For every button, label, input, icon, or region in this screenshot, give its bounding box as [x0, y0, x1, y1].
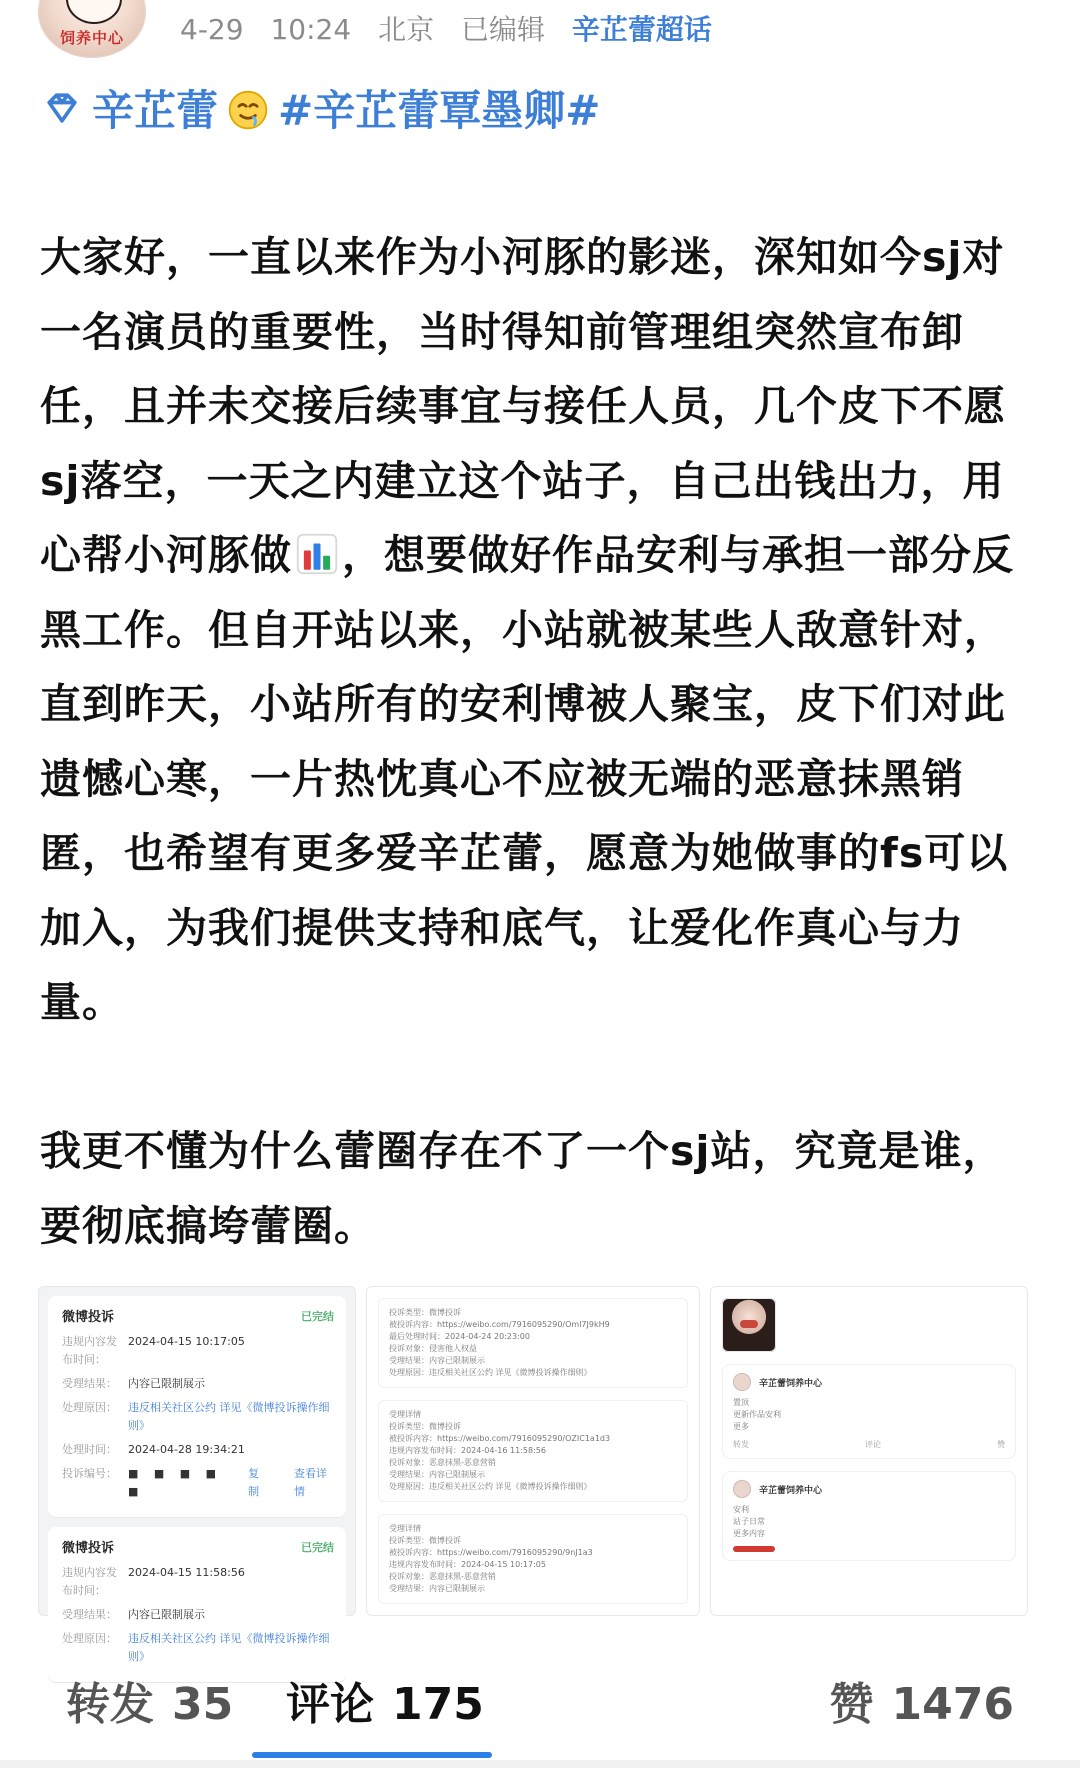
- comment-button[interactable]: [286, 1668, 484, 1732]
- like-button[interactable]: [830, 1668, 1014, 1732]
- details-row: 被投诉内容：https://weibo.com/7916095290/Oml7J9kH9: [389, 1320, 610, 1329]
- content-paragraph-1-part-1: 大家好，一直以来作为小河豚的影迷，深知如今sj对一名演员的重要性，当时得知前管理组突然宣布卸任，且并未交接后续事宜与接任人员，几个皮下不愿sj落空，一天之内建立这个站子，自己出钱出力，用心帮小河豚做: [40, 233, 1006, 579]
- comment-count: 175: [392, 1679, 484, 1730]
- details-row: 被投诉内容：https://weibo.com/7916095290/9nJ1a3: [389, 1548, 593, 1557]
- complaint-card-1-row-4: [62, 1441, 334, 1459]
- feed-card-2: [722, 1471, 1016, 1561]
- details-row: 被投诉内容：https://weibo.com/7916095290/OZIC1a1d3: [389, 1434, 611, 1443]
- post-content: [40, 220, 1030, 1263]
- row-key: 违规内容发布时间：: [62, 1566, 117, 1597]
- details-row: 投诉对象：侵害他人权益: [389, 1344, 477, 1353]
- repost-count: 35: [172, 1679, 234, 1730]
- details-row: 违规内容发布时间：2024-04-16 11:58:56: [389, 1446, 546, 1455]
- feed-like[interactable]: 赞: [997, 1440, 1005, 1449]
- feed-line: 更多内容: [733, 1529, 765, 1538]
- row-key: 受理结果：: [62, 1608, 117, 1621]
- details-row: 受理结果：内容已限制展示: [389, 1584, 485, 1593]
- feed-repost[interactable]: 转发: [733, 1440, 749, 1449]
- diamond-icon: [40, 86, 84, 130]
- post-location: 北京: [378, 13, 435, 46]
- complaint-card-1-title: 微博投诉: [62, 1310, 115, 1325]
- author-avatar[interactable]: [38, 0, 146, 58]
- details-block-2: [378, 1400, 688, 1502]
- feed-line: 更新作品安利: [733, 1410, 781, 1419]
- feed-line: 站子日常: [733, 1517, 765, 1526]
- details-block-3: [378, 1514, 688, 1604]
- row-key: 处理原因：: [62, 1632, 117, 1645]
- topic-link[interactable]: 辛芷蕾超话: [571, 13, 712, 46]
- red-bar: [733, 1546, 775, 1552]
- details-block-1: [378, 1298, 688, 1388]
- post-tagline: [40, 78, 600, 138]
- content-paragraph-1: [40, 220, 1030, 1040]
- content-paragraph-1-part-2: ，想要做好作品安利与承担一部分反黑工作。但自开站以来，小站就被某些人敌意针对，直到昨天，小站所有的安利博被人聚宝，皮下们对此遗憾心寒，一片热忱真心不应被无端的恶意抹黑销匿，也希望有更多爱辛芷蕾，愿意为她做事的fs可以加入，为我们提供支持和底气，让爱化作真心与力量。: [40, 531, 1014, 1026]
- feed-comment[interactable]: 评论: [865, 1440, 881, 1449]
- complaint-card-2-row-1: [62, 1564, 334, 1600]
- bar-chart-icon: [296, 533, 338, 575]
- rules-link[interactable]: 违反相关社区公约 详见《微博投诉操作细则》: [128, 1401, 330, 1432]
- feed-line: 更多: [733, 1422, 749, 1431]
- details-row: 受理详情: [389, 1524, 421, 1533]
- details-row: 投诉类型：微博投诉: [389, 1308, 461, 1317]
- post-images-row: [38, 1286, 1038, 1663]
- post-time: 10:24: [270, 13, 352, 46]
- complaint-id-masked: ■ ■ ■ ■ ■: [128, 1467, 223, 1498]
- drooling-emoji-icon: [226, 88, 270, 132]
- complaint-card-1-row-1: [62, 1333, 334, 1369]
- details-row: 受理结果：内容已限制展示: [389, 1470, 485, 1479]
- details-row: 投诉类型：微博投诉: [389, 1422, 461, 1431]
- bottom-divider: [0, 1760, 1080, 1768]
- like-label: 赞: [829, 1679, 874, 1730]
- mini-avatar: [733, 1480, 751, 1498]
- active-tab-underline: [252, 1752, 492, 1758]
- feed-card-1-head: [733, 1373, 1005, 1391]
- complaint-card-2-row-2: [62, 1606, 334, 1624]
- image-panel-complaints[interactable]: [38, 1286, 356, 1663]
- feed-card-1: [722, 1364, 1016, 1459]
- complaint-card-1-row-3: [62, 1399, 334, 1435]
- row-value: 内容已限制展示: [128, 1377, 205, 1390]
- complaint-card-2-head: [62, 1537, 334, 1556]
- complaint-card-2-status: 已完结: [301, 1540, 334, 1554]
- row-key: 受理结果：: [62, 1377, 117, 1390]
- row-value: 2024-04-15 10:17:05: [128, 1335, 245, 1348]
- complaint-card-1-row-5: [62, 1465, 334, 1501]
- like-count: 1476: [891, 1679, 1014, 1730]
- image-panel-feed[interactable]: [710, 1286, 1028, 1616]
- feed-actions: [733, 1439, 1005, 1450]
- complaint-card-1-head: [62, 1306, 334, 1325]
- row-key: 违规内容发布时间：: [62, 1335, 117, 1366]
- tagline-hashtag[interactable]: #辛芷蕾覃墨卿#: [278, 86, 601, 135]
- feed-card-2-title: 辛芷蕾饲养中心: [759, 1485, 823, 1496]
- content-paragraph-2: 我更不懂为什么蕾圈存在不了一个sj站，究竟是谁，要彻底搞垮蕾圈。: [40, 1127, 1005, 1250]
- feed-card-1-title: 辛芷蕾饲养中心: [759, 1378, 823, 1389]
- details-row: 处理原因：违反相关社区公约 详见《微博投诉操作细则》: [389, 1368, 592, 1377]
- details-row: 投诉对象：恶意抹黑-恶意营销: [389, 1572, 496, 1581]
- row-key: 处理时间：: [62, 1443, 117, 1456]
- post-actions-bar: [0, 1640, 1080, 1750]
- row-value: 内容已限制展示: [128, 1608, 205, 1621]
- row-value: [128, 1399, 334, 1435]
- details-row: 受理结果：内容已限制展示: [389, 1356, 485, 1365]
- details-row: 违规内容发布时间：2024-04-15 10:17:05: [389, 1560, 546, 1569]
- repost-button[interactable]: [66, 1668, 233, 1732]
- feed-line: 安利: [733, 1505, 749, 1514]
- copy-button[interactable]: 复制: [248, 1467, 260, 1498]
- details-row: 投诉对象：恶意抹黑-恶意营销: [389, 1458, 496, 1467]
- complaint-card-2-title: 微博投诉: [62, 1541, 115, 1556]
- thumbnail-image: [722, 1298, 776, 1352]
- row-value: 2024-04-28 19:34:21: [128, 1443, 245, 1456]
- post-header: [0, 0, 1080, 60]
- complaint-card-1: [48, 1296, 346, 1517]
- row-key: 投诉编号：: [62, 1467, 117, 1480]
- post-meta: [180, 8, 712, 48]
- complaint-card-1-row-2: [62, 1375, 334, 1393]
- repost-label: 转发: [66, 1679, 154, 1730]
- complaint-card-1-status: 已完结: [301, 1309, 334, 1323]
- row-value: 2024-04-15 11:58:56: [128, 1566, 245, 1579]
- avatar-face: [66, 0, 122, 24]
- image-panel-details[interactable]: [366, 1286, 700, 1616]
- feed-line: 置顶: [733, 1398, 749, 1407]
- view-details-button[interactable]: 查看详情: [294, 1467, 328, 1498]
- row-key: 处理原因：: [62, 1401, 117, 1414]
- tagline-name[interactable]: 辛芷蕾: [92, 86, 219, 135]
- comment-label: 评论: [286, 1679, 374, 1730]
- post-date: 4-29: [180, 13, 244, 46]
- details-row: 最后处理时间：2024-04-24 20:23:00: [389, 1332, 530, 1341]
- feed-card-2-head: [733, 1480, 1005, 1498]
- edited-label: 已编辑: [460, 13, 545, 46]
- details-row: 受理详情: [389, 1410, 421, 1419]
- details-row: 处理原因：违反相关社区公约 详见《微博投诉操作细则》: [389, 1482, 592, 1491]
- complaint-actions: [248, 1465, 334, 1501]
- details-row: 投诉类型：微博投诉: [389, 1536, 461, 1545]
- mini-avatar: [733, 1373, 751, 1391]
- avatar-badge-text: 饲养中心: [59, 29, 124, 47]
- rules-link[interactable]: 违反相关社区公约 详见《微博投诉操作细则》: [128, 1632, 330, 1663]
